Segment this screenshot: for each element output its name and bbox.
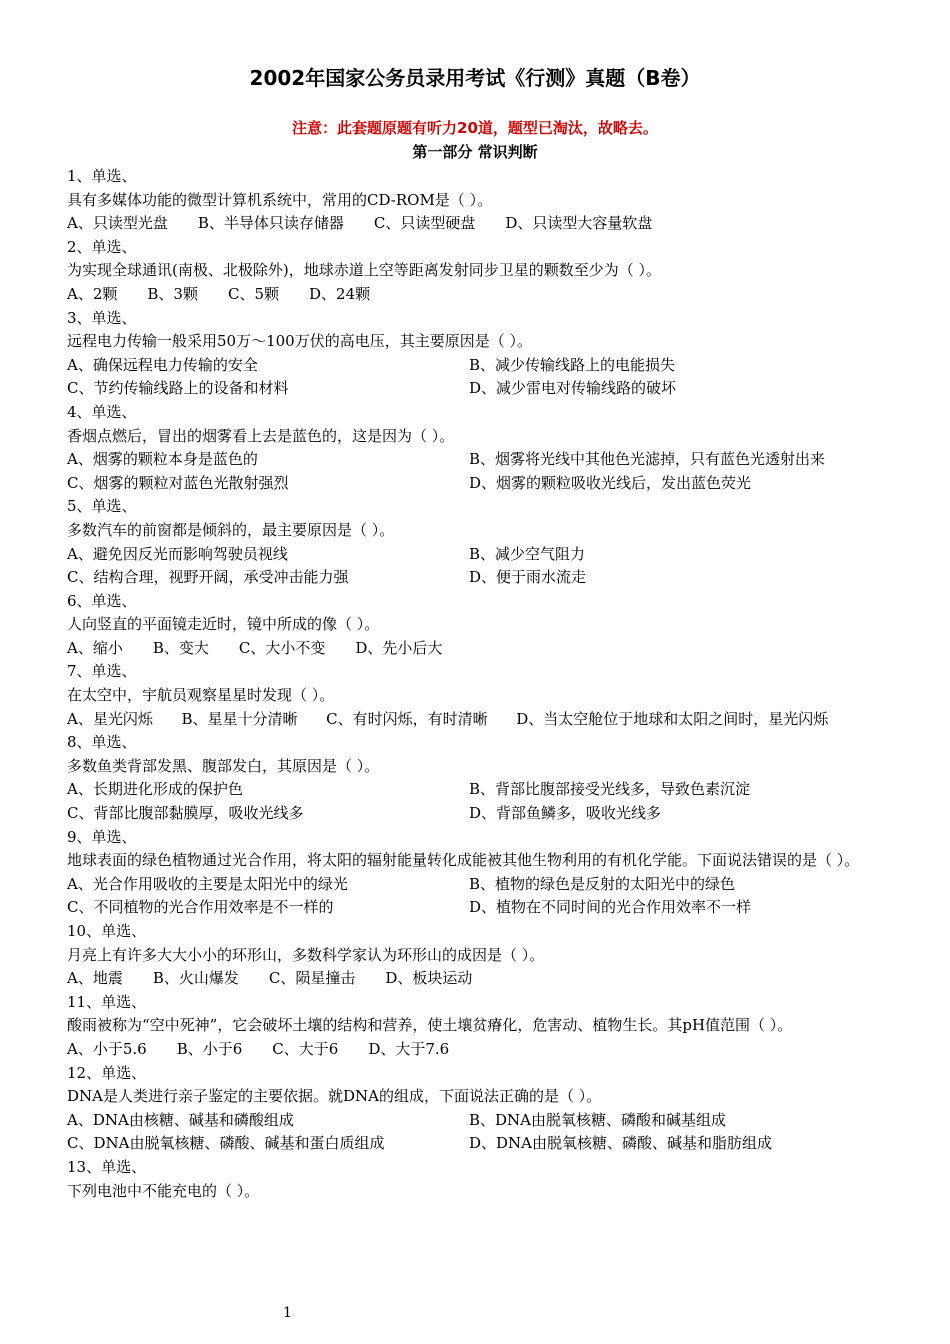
option-a: A、小于5.6	[67, 1039, 147, 1058]
question-number: 2、单选、	[67, 237, 137, 256]
option-c: C、不同植物的光合作用效率是不一样的	[67, 898, 334, 917]
question-options-row	[67, 448, 875, 472]
option-a: A、缩小	[67, 638, 123, 657]
option-c: C、大于6	[272, 1039, 339, 1058]
question-number: 8、单选、	[67, 733, 137, 752]
option-a: A、光合作用吸收的主要是太阳光中的绿光	[67, 874, 348, 893]
option-a: A、烟雾的颗粒本身是蓝色的	[67, 450, 258, 469]
option-d: D、当太空舱位于地球和太阳之间时，星光闪烁	[516, 709, 829, 728]
notice-text: 注意：此套题原题有听力20道，题型已淘汰，故略去。	[292, 119, 658, 137]
option-b: B、小于6	[176, 1039, 243, 1058]
question-options	[67, 283, 875, 307]
question-number: 1、单选、	[67, 167, 137, 185]
question-stem: 多数鱼类背部发黑、腹部发白，其原因是（ ）。	[67, 756, 380, 775]
option-b: B、植物的绿色是反射的太阳光中的绿色	[469, 874, 736, 893]
question-options	[67, 708, 875, 732]
question-number: 12、单选、	[67, 1063, 147, 1082]
option-b: B、变大	[152, 638, 209, 657]
question-options	[67, 637, 875, 661]
question-options-row	[67, 802, 875, 826]
question-number: 5、单选、	[67, 497, 137, 516]
option-a: A、2颗	[67, 284, 118, 303]
question-stem: 地球表面的绿色植物通过光合作用，将太阳的辐射能量转化成能被其他生物利用的有机化学能。下面说法错误的是（ ）。	[67, 851, 860, 870]
page-number: 1	[283, 1305, 292, 1321]
page-title: 2002年国家公务员录用考试《行测》真题（B卷）	[249, 66, 701, 90]
option-b: B、火山爆发	[152, 969, 239, 988]
section-heading: 第一部分 常识判断	[412, 143, 538, 161]
option-b: B、DNA由脱氧核糖、磷酸和碱基组成	[469, 1110, 727, 1129]
question-stem: DNA是人类进行亲子鉴定的主要依据。就DNA的组成，下面说法正确的是（ ）。	[67, 1087, 602, 1106]
option-c: C、烟雾的颗粒对蓝色光散射强烈	[67, 473, 289, 492]
question-stem: 下列电池中不能充电的（ ）。	[67, 1181, 260, 1200]
question-stem: 在太空中，宇航员观察星星时发现（ ）。	[67, 686, 335, 705]
option-d: D、24颗	[309, 284, 371, 303]
option-d: D、植物在不同时间的光合作用效率不一样	[469, 898, 752, 917]
question-list	[67, 165, 875, 1203]
option-a: A、长期进化形成的保护色	[67, 780, 243, 799]
question-options-row	[67, 1109, 875, 1133]
option-c: C、节约传输线路上的设备和材料	[67, 379, 289, 398]
question-options	[67, 212, 875, 236]
question-number: 7、单选、	[67, 662, 137, 681]
question-stem: 具有多媒体功能的微型计算机系统中，常用的CD-ROM是（ ）。	[67, 190, 493, 209]
question-stem: 远程电力传输一般采用50万～100万伏的高电压，其主要原因是（ ）。	[67, 332, 532, 351]
option-d: D、只读型大容量软盘	[505, 214, 653, 233]
question-options-row	[67, 543, 875, 567]
option-c: C、陨星撞击	[268, 969, 356, 988]
option-d: D、减少雷电对传输线路的破坏	[469, 379, 677, 398]
question-stem: 酸雨被称为“空中死神”，它会破坏土壤的结构和营养，使土壤贫瘠化，危害动、植物生长。其pH值范围（ ）。	[67, 1016, 793, 1035]
option-c: C、只读型硬盘	[373, 214, 476, 233]
question-number: 9、单选、	[67, 827, 137, 846]
question-options-row	[67, 566, 875, 590]
question-options-row	[67, 472, 875, 496]
option-c: C、DNA由脱氧核糖、磷酸、碱基和蛋白质组成	[67, 1134, 385, 1153]
option-b: B、减少空气阻力	[469, 544, 586, 563]
question-options-row	[67, 873, 875, 897]
option-d: D、大于7.6	[368, 1039, 450, 1058]
option-b: B、背部比腹部接受光线多，导致色素沉淀	[469, 780, 751, 799]
question-number: 10、单选、	[67, 922, 147, 940]
question-number: 3、单选、	[67, 308, 137, 327]
option-c: C、5颗	[227, 284, 279, 303]
option-b: B、减少传输线路上的电能损失	[469, 355, 676, 374]
question-number: 4、单选、	[67, 402, 137, 421]
option-a: A、确保远程电力传输的安全	[67, 355, 258, 374]
question-options-row	[67, 778, 875, 802]
option-a: A、地震	[67, 969, 123, 988]
option-d: D、便于雨水流走	[469, 568, 587, 587]
option-c: C、结构合理，视野开阔，承受冲击能力强	[67, 568, 349, 587]
option-a: A、只读型光盘	[67, 214, 168, 233]
option-b: B、半导体只读存储器	[197, 214, 344, 233]
question-stem: 人向竖直的平面镜走近时，镜中所成的像（ ）。	[67, 615, 380, 634]
option-d: D、DNA由脱氧核糖、磷酸、碱基和脂肪组成	[469, 1134, 773, 1153]
question-options-row	[67, 1132, 875, 1156]
option-b: B、烟雾将光线中其他色光滤掉，只有蓝色光透射出来	[469, 450, 826, 469]
option-d: D、烟雾的颗粒吸收光线后，发出蓝色荧光	[469, 473, 752, 492]
question-options-row	[67, 354, 875, 378]
option-c: C、背部比腹部黏膜厚，吸收光线多	[67, 804, 304, 823]
option-a: A、星光闪烁	[67, 709, 153, 728]
question-options-row	[67, 896, 875, 920]
question-options	[67, 1038, 875, 1062]
question-number: 13、单选、	[67, 1157, 147, 1176]
option-a: A、避免因反光而影响驾驶员视线	[67, 544, 288, 563]
option-c: C、大小不变	[238, 638, 326, 657]
question-stem: 香烟点燃后，冒出的烟雾看上去是蓝色的，这是因为（ ）。	[67, 426, 455, 445]
option-b: B、星星十分清晰	[181, 709, 298, 728]
question-stem: 月亮上有许多大大小小的环形山，多数科学家认为环形山的成因是（ ）。	[67, 945, 545, 964]
question-number: 6、单选、	[67, 591, 137, 610]
option-d: D、板块运动	[385, 969, 473, 988]
question-options	[67, 967, 875, 991]
question-number: 11、单选、	[67, 992, 147, 1011]
question-options-row	[67, 377, 875, 401]
option-d: D、背部鱼鳞多，吸收光线多	[469, 804, 662, 823]
question-stem: 多数汽车的前窗都是倾斜的，最主要原因是（ ）。	[67, 520, 395, 539]
option-a: A、DNA由核糖、碱基和磷酸组成	[67, 1110, 294, 1129]
option-d: D、先小后大	[355, 638, 443, 657]
option-c: C、有时闪烁，有时清晰	[326, 709, 488, 728]
option-b: B、3颗	[147, 284, 198, 303]
question-stem: 为实现全球通讯(南极、北极除外)，地球赤道上空等距离发射同步卫星的颗数至少为（ ）。	[67, 261, 661, 280]
